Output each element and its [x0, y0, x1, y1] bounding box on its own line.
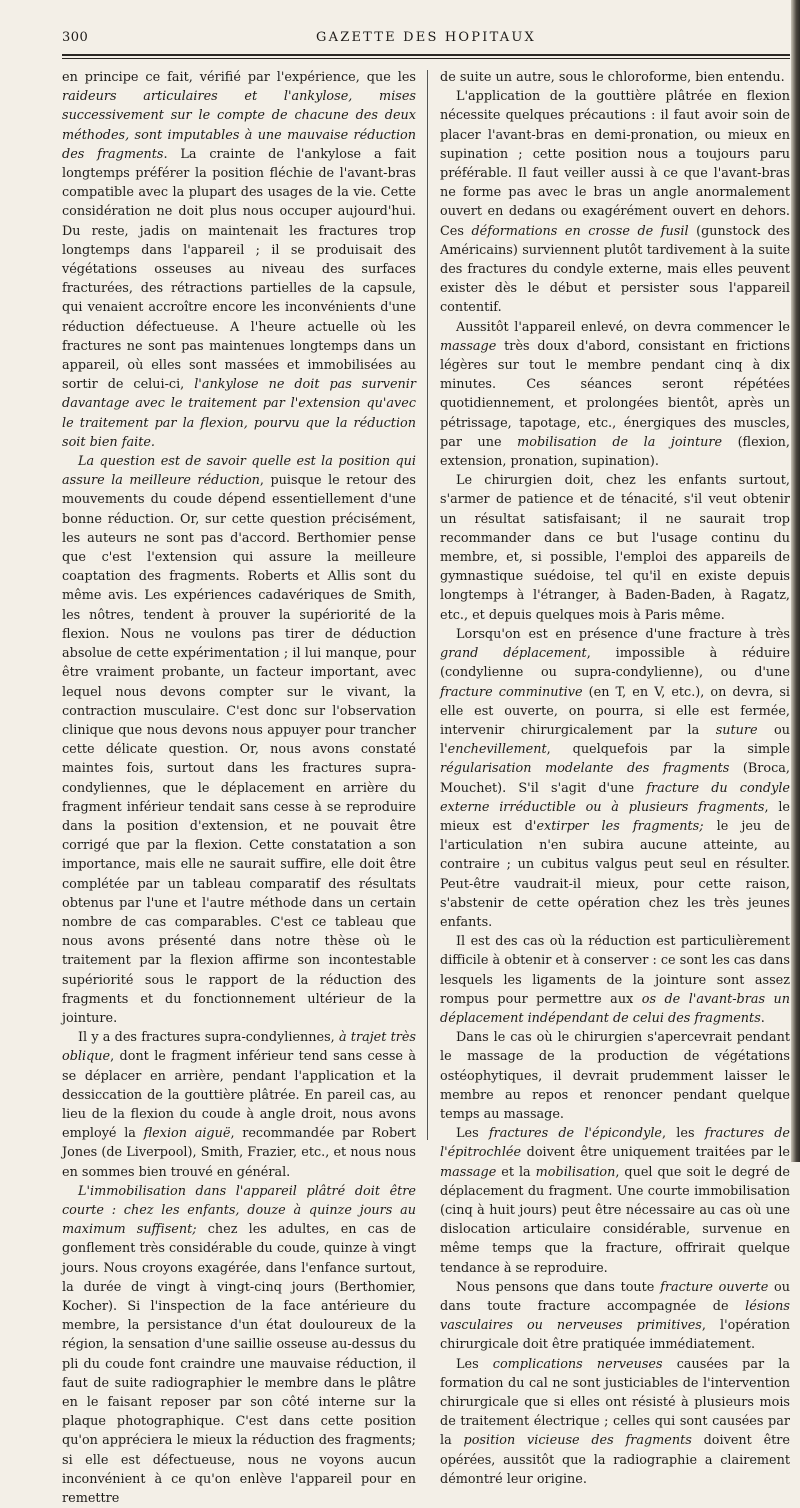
body-text: . — [760, 1010, 765, 1026]
paragraph — [440, 318, 790, 472]
italic-text: flexion aiguë — [143, 1126, 231, 1142]
body-text: . La crainte de l'ankylose a fait longtemps préférer la position fléchie de l'avant-bras compatible avec la plupart des usages de la vie. Cette considération ne doit plus nous occuper aujourd'hui. Du reste, jadis on maintenait les fractures trop longtemps dans l'appareil ; il se produisait des végétations osseuses au niveau des surfaces fracturées, des rétractions partielles de la capsule, qui venaient accroître encore les inconvénients d'une réduction défectueuse. A l'heure actuelle où les fractures ne sont pas maintenues longtemps dans un appareil, où elles sont massées et immobilisées au sortir de celui-ci, — [62, 146, 417, 393]
italic-text: complications nerveuses — [492, 1356, 663, 1372]
body-text: L'application de la gouttière plâtrée en flexion nécessite quelques précautions : il faut avoir soin de placer l'avant-bras en demi-pronation, ou mieux en supination ; cette position nous a toujours paru préférable. Il faut veiller aussi à ce que l'avant-bras ne forme pas avec le bras un angle anormalement ouvert en dedans ou exagérément ouvert en dehors. Ces — [440, 89, 790, 239]
body-text: , recommandée par Robert Jones (de Liverpool), Smith, Frazier, etc., et nous nous en sommes bien trouvé en général. — [62, 1126, 416, 1180]
body-text: , l'opération chirurgicale doit être pratiquée immédiatement. — [440, 1318, 790, 1353]
right-column — [440, 68, 790, 1489]
body-text: en principe ce fait, vérifié par l'expérience, que les — [62, 70, 416, 85]
body-text: Lorsqu'on est en présence d'une fracture à très — [456, 626, 790, 642]
body-text: (flexion, extension, pronation, supination). — [440, 434, 790, 470]
paragraph — [62, 452, 416, 1028]
body-text: (Broca, Mouchet). S'il s'agit d'une — [440, 761, 790, 796]
italic-text: fractures de l'épicondyle — [488, 1126, 663, 1142]
body-text: Les — [456, 1126, 489, 1142]
italic-text: lésions vasculaires ou nerveuses primitives — [440, 1299, 790, 1334]
body-text: et la — [496, 1164, 536, 1180]
italic-text: enchevillement — [447, 742, 547, 758]
italic-text: position vicieuse des fragments — [463, 1433, 692, 1449]
italic-text: mobilisation de la jointure — [517, 434, 723, 450]
body-text: , dont le fragment inférieur tend sans cesse à se déplacer en arrière, pendant l'application et la dessiccation de la gouttière plâtrée. En pareil cas, au lieu de la flexion du coude à angle droit, nous avons employé la — [62, 1049, 416, 1142]
paragraph — [62, 68, 416, 452]
paragraph — [440, 471, 790, 625]
body-text: Le chirurgien doit, chez les enfants surtout, s'armer de patience et de ténacité, s'il veut obtenir un résultat satisfaisant; il ne saurait trop recommander dans ce but l'usage continu du membre, et, si possible, l'emploi des appareils de gymnastique suédoise, tel qu'il en existe depuis longtemps à l'étranger, à Baden-Baden, à Ragatz, etc., et depuis quelques mois à Paris même. — [440, 473, 790, 623]
italic-text: grand déplacement — [440, 646, 587, 662]
column-divider — [427, 70, 428, 1140]
italic-text: extirper les fragments; — [536, 818, 704, 834]
italic-text: suture — [715, 722, 758, 738]
italic-text: fracture comminutive — [440, 684, 583, 700]
paragraph — [440, 1124, 790, 1278]
italic-text: La question est de savoir quelle est la position qui assure la meilleure réduction — [62, 454, 416, 489]
body-text: , quel que soit le degré de déplacement du fragment. Une courte immobilisation (cinq à huit jours) peut être nécessaire au cas où une dislocation articulaire considérable, survenue en même temps que la fracture, offrirait quelque tendance à se reproduire. — [440, 1164, 790, 1276]
italic-text: L'immobilisation dans l'appareil plâtré doit être courte : chez les enfants, douze à quinze jours au maximum suffisent; — [62, 1183, 416, 1238]
italic-text: régularisation modelante des fragments — [440, 761, 730, 777]
body-text: Il y a des fractures supra-condyliennes, — [78, 1030, 339, 1046]
body-text: Les — [456, 1356, 493, 1372]
body-text: causées par la formation du cal ne sont justiciables de l'intervention chirurgicale que si elles ont résisté à plusieurs mois de traitement électrique ; celles qui sont causées par la — [440, 1356, 790, 1449]
paragraph — [440, 1355, 790, 1489]
paragraph — [62, 1028, 416, 1182]
paragraph — [440, 932, 790, 1028]
header-rule-thin — [62, 58, 790, 59]
paragraph — [440, 1278, 790, 1355]
page-edge-shadow — [791, 0, 800, 1162]
body-text: doivent être opérées, aussitôt que la radiographie a clairement démontré leur origine. — [440, 1433, 790, 1487]
left-column — [62, 68, 416, 1508]
body-text: , quelquefois par la simple — [546, 742, 790, 758]
body-text: ou dans toute fracture accompagnée de — [440, 1279, 790, 1314]
paragraph — [440, 1028, 790, 1124]
body-text: ou l' — [440, 722, 791, 758]
paragraph — [62, 1182, 416, 1508]
body-text: le jeu de l'articulation n'en subira aucune atteinte, au contraire ; un cubitus valgus peut seul en résulter. Peut-être vaudrait-il mieux, pour cette raison, s'abstenir de cette opération chez les très jeunes enfants. — [440, 818, 791, 930]
body-text: , les — [662, 1126, 705, 1142]
header-rule-thick — [62, 54, 790, 56]
body-text: (gunstock des Américains) surviennent plutôt tardivement à la suite des fractures du condyle externe, mais elles peuvent exister dès le début et persister sous l'appareil contentif. — [440, 223, 790, 316]
body-text: , puisque le retour des mouvements du coude dépend essentiellement d'une bonne réduction. Or, sur cette question précisément, les auteurs ne sont pas d'accord. Berthomier pense que c'est l'extension qui assure la meilleure coaptation des fragments. Roberts et Allis sont du même avis. Les expériences cadavériques de Smith, les nôtres, tendent à prouver la supériorité de la flexion. Nous ne voulons pas tirer de déduction absolue de cette expérimentation ; il lui manque, pour être vraiment probante, un facteur important, avec lequel nous devons compter sur le vivant, la contraction musculaire. C'est donc sur l'observation clinique que nous devons nous appuyer pour trancher cette délicate question. Or, nous avons constaté maintes fois, surtout dans les fractures supra-condyliennes, que le déplacement en arrière du fragment inférieur tendait sans cesse à se reproduire dans la position d'extension, et ne pouvait être corrigé que par la flexion. Cette constatation a son importance, mais elle ne saurait suffire, elle doit être complétée par un tableau comparatif des résultats obtenus par l'une et l'autre méthode dans un certain nombre de cas comparables. C'est ce tableau que nous avons présenté dans notre thèse où le traitement par la flexion affirme son incontestable supériorité sous le rapport de la réduction des fragments et du fonctionnement ultérieur de la jointure. — [62, 473, 416, 1026]
body-text: Nous pensons que dans toute — [456, 1279, 661, 1295]
italic-text: fracture ouverte — [660, 1279, 769, 1295]
body-text: chez les adultes, en cas de gonflement très considérable du coude, quinze à vingt jours. Nous croyons exagérée, dans l'enfance surtout, la durée de vingt à vingt-cinq jours (Berthomier, Kocher). Si l'inspection de la face antérieure du membre, la persistance d'un état douloureux de la région, la sensation d'une saillie osseuse au-dessus du pli du coude font craindre une mauvaise réduction, il faut de suite radiographier le membre dans le plâtre en le faisant reposer par son côté interne sur la plaque photographique. C'est dans cette position qu'on appréciera le mieux la réduction des fragments; si elle est défectueuse, nous ne voyons aucun inconvénient à ce qu'on enlève l'appareil pour en remettre — [62, 1222, 416, 1507]
body-text: , impossible à réduire (condylienne ou supra-condylienne), ou d'une — [440, 646, 790, 681]
italic-text: massage — [440, 1164, 497, 1180]
page-header — [62, 30, 790, 52]
body-text: doivent être uniquement traitées par le — [521, 1145, 790, 1161]
body-text: très doux d'abord, consistant en frictions légères sur tout le membre pendant cinq à dix minutes. Ces séances seront répétées quotidiennement, et prolongées bientôt, après un pétrissage, tapotage, etc., énergiques des muscles, par une — [440, 338, 790, 450]
paragraph — [440, 68, 790, 87]
body-text: Aussitôt l'appareil enlevé, on devra commencer le — [456, 319, 790, 335]
paragraph — [440, 625, 790, 932]
italic-text: raideurs articulaires et l'ankylose, mises successivement sur le compte de chacune des deux méthodes, sont imputables à une mauvaise réduction des fragments — [62, 89, 416, 162]
italic-text: l'ankylose ne doit pas survenir davantage avec le traitement par l'extension qu'avec le traitement par la flexion, pourvu que la réduction soit bien faite. — [62, 377, 416, 450]
italic-text: os de l'avant-bras un déplacement indépendant de celui des fragments — [440, 991, 790, 1026]
page-number: 300 — [62, 30, 89, 45]
italic-text: massage — [440, 338, 497, 354]
body-text: de suite un autre, sous le chloroforme, bien entendu. — [440, 70, 785, 85]
italic-text: déformations en crosse de fusil — [471, 223, 689, 239]
italic-text: fractures de l'épitrochlée — [440, 1126, 790, 1161]
journal-title: GAZETTE DES HOPITAUX — [316, 30, 536, 45]
italic-text: mobilisation — [535, 1164, 616, 1180]
italic-text: à trajet très oblique — [62, 1030, 416, 1065]
body-text: , le mieux est d' — [440, 799, 790, 834]
body-text: Il est des cas où la réduction est particulièrement difficile à obtenir et à conserver : ce sont les cas dans lesquels les ligaments de la jointure sont assez rompus pour permettre aux — [440, 934, 790, 1007]
italic-text: fracture du condyle externe irréductible ou à plusieurs fragments — [440, 780, 790, 815]
body-text: Dans le cas où le chirurgien s'apercevrait pendant le massage de la production de végétations ostéophytiques, il devrait prudemment laisser le membre au repos et renoncer pendant quelque temps au massage. — [440, 1030, 790, 1122]
paragraph — [440, 87, 790, 317]
body-text: (en T, en V, etc.), on devra, si elle est ouverte, on pourra, si elle est fermée, intervenir chirurgicalement par la — [440, 684, 790, 738]
